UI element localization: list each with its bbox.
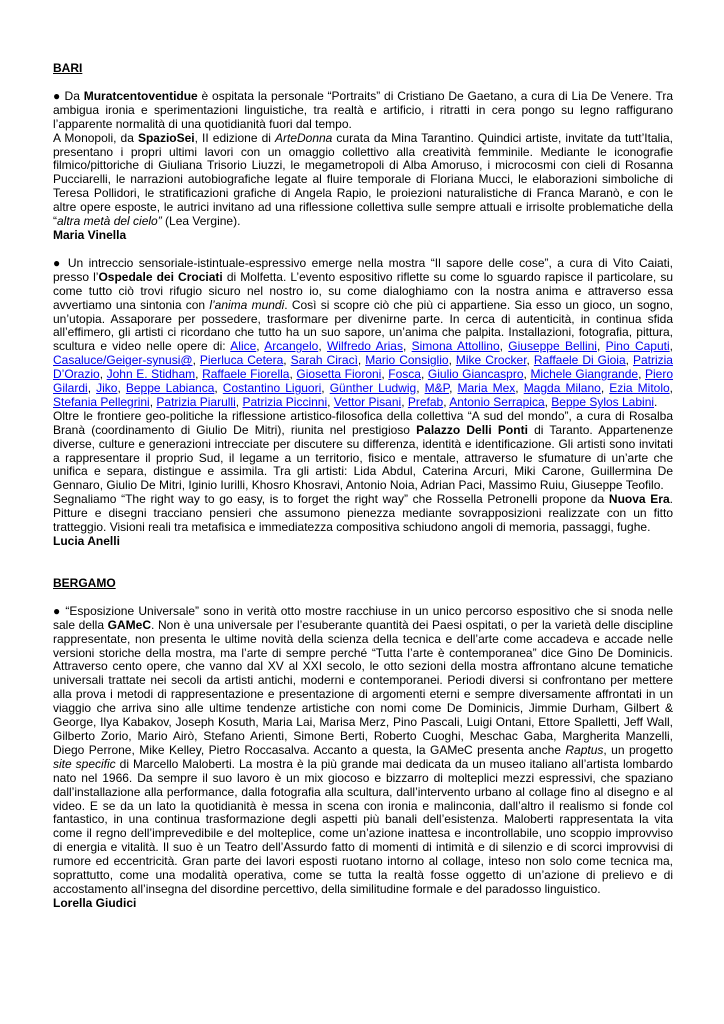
bari-paragraph-2	[53, 132, 673, 229]
separator: ,	[99, 367, 107, 382]
author-signature: Maria Vinella	[53, 227, 127, 242]
separator: ,	[596, 339, 606, 354]
artist-link[interactable]: Beppe Sylos Labini	[551, 394, 655, 409]
separator: ,	[515, 381, 524, 396]
separator: ,	[149, 394, 157, 409]
section-heading-bari: BARI	[53, 61, 83, 75]
artist-link[interactable]: Mike Crocker	[455, 353, 527, 368]
section-heading-bergamo: BERGAMO	[53, 575, 116, 590]
separator: ,	[381, 367, 389, 382]
separator: ,	[357, 353, 366, 368]
italic-phrase: site specific	[53, 756, 116, 771]
venue-name: Muratcentoventidue	[83, 88, 198, 103]
artist-link[interactable]: Wilfredo Arias	[326, 339, 403, 354]
text: Un intreccio sensoriale-istintuale-espressivo emerge nella mostra “Il sapore delle cose”, a cura di Vito Caiati, presso l’	[53, 255, 673, 284]
artist-link[interactable]: Sarah Ciracì	[290, 353, 358, 368]
artist-link[interactable]: Magda Milano	[523, 381, 601, 396]
text: di Molfetta. L’evento espositivo riflette su come lo sguardo rapisce il particolare, su come tutto ciò trovi rifugio sicuro nel nostro io, su come dialoghiamo con la nostra anima e attraverso essa avvertiamo una sintonia con	[53, 269, 673, 312]
separator: ,	[117, 381, 126, 396]
separator: ,	[192, 353, 200, 368]
separator: ,	[526, 353, 534, 368]
venue-name: Nuova Era	[608, 492, 670, 507]
quote-title: altra metà del cielo”	[57, 214, 162, 229]
italic-title: Raptus	[565, 742, 604, 757]
separator: ,	[638, 367, 645, 382]
artist-link[interactable]: Arcangelo	[264, 339, 319, 354]
separator: ,	[416, 381, 425, 396]
artist-link[interactable]: Michele Giangrande	[530, 367, 639, 382]
venue-name: Palazzo Delli Ponti	[416, 422, 528, 437]
separator: ,	[420, 367, 428, 382]
artist-link[interactable]: Vettor Pisani	[333, 394, 402, 409]
text: Da	[60, 88, 84, 103]
separator: ,	[625, 353, 633, 368]
artist-link[interactable]: Patrizia Piccinni	[242, 394, 328, 409]
separator: ,	[327, 394, 334, 409]
separator: ,	[283, 353, 291, 368]
separator: ,	[195, 367, 203, 382]
bari-paragraph-4	[53, 410, 673, 493]
separator: ,	[402, 339, 412, 354]
separator: ,	[523, 367, 531, 382]
artist-link[interactable]: Simona Attollino	[411, 339, 500, 354]
text: . Non è una universale per l’esuberante quantità dei Paesi ospitati, o per la varietà delle discipline rappresentate, non presenta le ultime novità della scienza della tecnica e dell’arte come accadeva e accade nelle versioni storiche della mostra, ma l’arte di sempre perché “Tutta l’arte è contemporanea” dice Gino De Dominicis. Attraverso cento opere, che vanno dal XV al XXI secolo, le otto sezioni della mostra affrontano alcune tematiche universali trattate nei secoli da artisti antichi, moderni e contemporanei. Periodi diversi si confrontano per mettere alla prova i metodi di rappresentazione e presentazione di argomenti eterni e sempre diversamente affrontati in un viaggio che arriva sino alle ultime tendenze artistiche con nomi come De Dominicis, Jimmie Durham, Gilbert & George, Ilya Kabakov, Joseph Kosuth, Maria Lai, Marisa Merz, Pino Pascali, Luigi Ontani, Ettore Spalletti, Jeff Wall, Gilberto Zorio, Mario Airò, Stefano Arienti, Simone Berti, Roberto Cuoghi, Meschac Gaba, Margherita Manzelli, Diego Perrone, Mike Kelley, Pietro Roccasalva. Accanto a questa, la GAMeC presenta anche	[53, 617, 673, 757]
text: , II edizione di	[194, 130, 275, 145]
text: , un progetto	[603, 742, 673, 757]
artist-link[interactable]: Casaluce/Geiger-synusi@	[53, 353, 193, 368]
bari-paragraph-1	[53, 90, 673, 132]
artist-link[interactable]: Stefania Pellegrini	[53, 394, 150, 409]
separator: ,	[256, 339, 265, 354]
artist-link[interactable]: Ezia Mitolo	[609, 381, 670, 396]
separator: ,	[448, 353, 456, 368]
separator: ,	[321, 381, 330, 396]
venue-name: SpazioSei	[137, 130, 195, 145]
artist-link[interactable]: Giulio Giancaspro	[427, 367, 524, 382]
author-signature: Lucia Anelli	[53, 534, 120, 548]
artist-link[interactable]: Jiko	[96, 381, 118, 396]
bari-paragraph-3	[53, 257, 673, 410]
text: di Marcello Maloberti. La mostra è la più grande mai dedicata da un museo italiano all’artista lombardo nato nel 1966. Da sempre il suo lavoro è un mix giocoso e bizzarro di molteplici mezzi espressivi, che spaziano dall’installazione alla performance, dalla fotografia alla scultura, dall’intervento urbano al collage fino al disegno e al video. E se da un lato la quotidianità è messa in scena con ironia e malinconia, dall’altro il realismo si fonde col fantastico, in una continua trasformazione degli aspetti più banali dell’esistenza. Maloberti rappresentata la vita come il regno dell’imprevedibile e del molteplice, come un’azione inattesa e incontrollabile, uno scoppio improvviso di energia e vitalità. Il suo è un Teatro dell’Assurdo fatto di momenti di intimità e di silenzio e di scorci improvvisi di rumore ed eccentricità. Gran parte dei lavori esposti ruotano intorno al collage, inteso non solo come tecnica ma, soprattutto, come una modalità operativa, come se tutta la realtà fosse oggetto di un’azione di prelievo e di accostamento all’insegna del disordine percettivo, della similitudine formale e del paradosso linguistico.	[53, 756, 673, 896]
artist-link[interactable]: Fosca	[388, 367, 421, 382]
text: . Così si scopre ciò che più ci appartiene. Sia esso un gioco, un sogno, un’utopia. Assaporare per possedere, trasformare per divenirne parte. In cerca di autenticità, in continua sfida all’effimero, gli artisti ci ricordano che tutto ha un suo sapore, un’anima che palpita. Installazioni, fotografia, pittura, scultura e video nelle opere di:	[53, 297, 673, 354]
artist-link[interactable]: M&P	[424, 381, 450, 396]
bergamo-paragraph	[53, 605, 673, 897]
spacer	[53, 549, 673, 577]
artist-link[interactable]: Alice	[230, 339, 257, 354]
separator: ,	[289, 367, 297, 382]
exhibition-title: ArteDonna	[274, 130, 333, 145]
separator: ,	[669, 339, 673, 354]
artist-link[interactable]: Mario Consiglio	[365, 353, 449, 368]
artist-link[interactable]: Patrizia Piarulli	[156, 394, 236, 409]
bullet: ●	[53, 603, 62, 618]
separator: ,	[235, 394, 243, 409]
document-page	[53, 62, 673, 911]
bullet: ●	[53, 255, 63, 270]
text: curata da Mina Tarantino. Quindici artiste, invitate da tutt’Italia, presentano i propri ultimi lavori con un omaggio collettivo alla creatività femminile. Mediante le iconografie filmico/pittoriche di Giuliana Trisorio Liuzzi, le megametropoli di Alba Amoruso, i microcosmi con cieli di Rosanna Pucciarelli, le narrazioni autobiografiche legate al fluire temporale di Floriana Mucci, le elaborazioni simboliche di Teresa Pollidori, le stratificazioni grafiche di Angela Rapio, le proiezioni naturalistiche di Franca Maranò, e con le altre opere esposte, le autrici invitano ad una riflessione collettiva sulle sempre attuali e irrisolte problematiche della “	[53, 130, 673, 229]
artist-link[interactable]: Antonio Serrapica	[449, 394, 545, 409]
separator: ,	[443, 394, 450, 409]
artist-link[interactable]: Prefab	[407, 394, 444, 409]
artist-link[interactable]: John E. Stidham	[106, 367, 196, 382]
separator: ,	[87, 381, 97, 396]
text: A Monopoli, da	[53, 130, 138, 145]
artist-link[interactable]: Giosetta Fioroni	[296, 367, 382, 382]
text: di Taranto. Appartenenze diverse, culture e generazioni intrecciate per discutere su differenza, identità e identificazione. Gli artisti sono invitati a rappresentare il proprio Sud, il legame a un territorio, fisico e mentale, attraverso le sfumature di un’arte che unifica e separa, distingue e assimila. Tra gli artisti: Lida Abdul, Caterina Arcuri, Miki Carone, Guillermina De Gennaro, Giulio De Mitri, Iginio Iurilli, Khosro Khosravi, Antonio Noia, Adrian Paci, Massimo Ruiu, Giuseppe Teofilo.	[53, 422, 674, 493]
artist-link[interactable]: Patrizia D’Orazio	[53, 353, 673, 382]
separator: ,	[449, 381, 458, 396]
artist-link[interactable]: Raffaele Fiorella	[202, 367, 290, 382]
artist-link[interactable]: Costantino Liguori	[222, 381, 322, 396]
artist-link[interactable]: Pierluca Cetera	[199, 353, 284, 368]
artist-link[interactable]: Raffaele Di Gioia	[533, 353, 626, 368]
spacer	[53, 243, 673, 257]
artist-link[interactable]: Maria Mex	[457, 381, 516, 396]
separator: ,	[600, 381, 610, 396]
italic-phrase: l’anima mundi	[209, 297, 285, 312]
artist-link[interactable]: Beppe Labianca	[125, 381, 215, 396]
artist-link[interactable]: Giuseppe Bellini	[508, 339, 597, 354]
text: è ospitata la personale “Portraits” di Cristiano De Gaetano, a cura di Lia De Venere. Tra ambigua ironia e sperimentazioni linguistiche, tra realtà e artificio, i ritratti in cera pongo su legno raffigurano l’apparente normalità di una quotidianità fuori dal tempo.	[53, 88, 674, 131]
bullet: ●	[53, 88, 61, 103]
text: .	[654, 394, 658, 409]
separator: ,	[544, 394, 552, 409]
artist-link[interactable]: Piero Gilardi	[53, 367, 674, 396]
text: Segnaliamo “The right way to go easy, is to forget the right way” che Rossella Petronelli propone da	[53, 492, 609, 507]
author-signature: Lorella Giudici	[53, 895, 137, 910]
text: . Pitture e disegni tracciano pensieri che assumono pienezza mediante sovrapposizioni realizzate con un fitto tratteggio. Visioni reali tra metafisica e immediatezza compositiva schiudono angoli di memoria, passaggi, fughe.	[53, 492, 673, 535]
separator: ,	[318, 339, 327, 354]
text: Oltre le frontiere geo-politiche la riflessione artistico-filosofica della collettiva “A sud del mondo”, a cura di Rosalba Branà (coordinamento di Giulio De Mitri), riunita nel prestigioso	[53, 408, 673, 437]
venue-name: Ospedale dei Crociati	[98, 269, 223, 284]
text: (Lea Vergine).	[161, 214, 241, 229]
spacer	[53, 76, 673, 90]
bari-paragraph-5	[53, 493, 673, 535]
text: “Esposizione Universale” sono in verità otto mostre racchiuse in un unico percorso espositivo che si snoda nelle sale della	[53, 603, 673, 632]
separator: ,	[214, 381, 223, 396]
separator: ,	[669, 381, 674, 396]
artist-link[interactable]: Pino Caputi	[605, 339, 670, 354]
artist-link[interactable]: Günther Ludwig	[329, 381, 417, 396]
venue-name: GAMeC	[107, 617, 152, 632]
spacer	[53, 591, 673, 605]
separator: ,	[401, 394, 408, 409]
separator: ,	[499, 339, 509, 354]
